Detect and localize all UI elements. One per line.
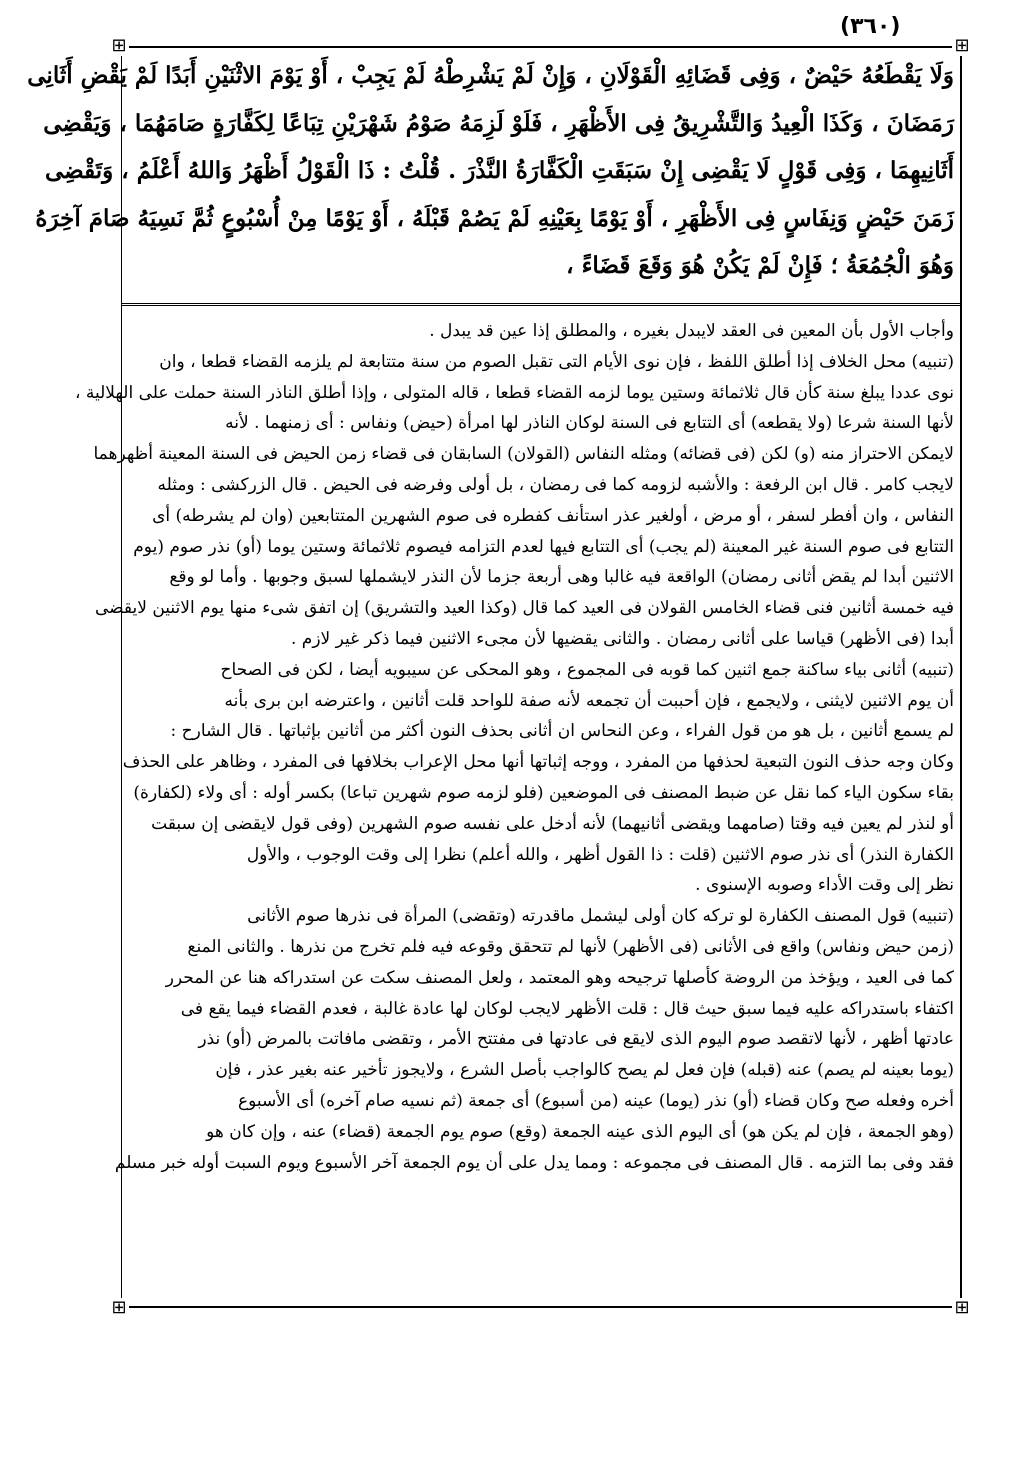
sharh-line: أن يوم الاثنين لايثنى ، ولايجمع ، فإن أحببت أن تجمعه لأنه صفة للواحد قلت أثانين ، واعترضه ابن برى بأنه (224, 690, 954, 711)
sharh-line: لايمكن الاحتراز منه (و) لكن (فى قضائه) ومثله النفاس (القولان) السابقان فى قضاء زمن الحيض فى السنة المعينة أظهرهما (93, 444, 954, 465)
matn-text-block (27, 52, 954, 300)
corner-ornament-icon: ⊞ (952, 36, 972, 56)
sharh-line: (وهو الجمعة ، فإن لم يكن هو) أى اليوم الذى عينه الجمعة (وقع) صوم يوم الجمعة (قضاء) عنه ، وإن كان هو (206, 1121, 954, 1142)
sharh-line: أخره وفعله صح وكان قضاء (أو) نذر (يوما) عينه (من أسبوع) أى جمعة (ثم نسيه صام آخره) أى الأسبوع (237, 1090, 954, 1111)
corner-ornament-icon: ⊞ (109, 1298, 129, 1318)
sharh-line: أبدا (فى الأظهر) قياسا على أثانى رمضان . والثانى يقضيها لأن مجىء الاثنين فيما ذكر غير لازم . (290, 628, 954, 649)
sharh-line: التتابع فى صوم السنة غير المعينة (لم يجب) أى التتابع فيها لعدم التزامه فيصوم ثلاثمائة وستين يوما (أو) نذر صوم (يوم (133, 536, 954, 557)
sharh-line: فيه خمسة أثانين فنى قضاء الخامس القولان فى العيد كما قال (وكذا العيد والتشريق) إن اتفق شىء منها يوم الاثنين لايقضى (95, 598, 954, 619)
sharh-line: (تنبيه) محل الخلاف إذا أطلق اللفظ ، فإن نوى الأيام التى تقبل الصوم من سنة متتابعة لم يلزمه القضاء قطعا ، وان (159, 351, 954, 372)
matn-line: زَمَنَ حَيْضٍ وَنِفَاسٍ فِى الأَظْهَرِ ، أَوْ يَوْمًا بِعَيْنِهِ لَمْ يَصُمْ قَبْلَهُ ، أَوْ يَوْمًا مِنْ أُسْبُوعٍ ثُمَّ نَسِيَهُ صَامَ آخِرَهُ (35, 204, 954, 232)
sharh-line: أو لنذر لم يعين فيه وقتا (صامهما ويقضى أثانيهما) لأنه أدخل على نفسه صوم الشهرين (وفى قول لايقضى إن سبقت (151, 813, 954, 834)
matn-line: أَثَانِيهِمَا ، وَفِى قَوْلٍ لَا يَقْضِى إِنْ سَبَقَتِ الْكَفَّارَةُ النَّذْرَ . قُلْتُ : ذَا الْقَوْلُ أَظْهَرُ وَاللهُ أَعْلَمُ ، وَتَقْضِى (45, 157, 954, 184)
sharh-line: (يوما بعينه لم يصم) عنه (قبله) فإن فعل لم يصح كالواجب بأصل الشرع ، ولايجوز تأخير عنه بغير عذر ، فإن (215, 1060, 954, 1081)
corner-ornament-icon: ⊞ (952, 1298, 972, 1318)
sharh-line: نظر إلى وقت الأداء وصوبه الإسنوى . (695, 875, 954, 896)
corner-ornament-icon: ⊞ (109, 36, 129, 56)
sharh-line: اكتفاء باستدراكه عليه فيما سبق حيث قال : قلت الأظهر لايجب لوكان لها عادة غالبة ، فعدم القضاء فيما يقع فى (180, 998, 954, 1019)
sharh-line: (تنبيه) قول المصنف الكفارة لو تركه كان أولى ليشمل ماقدرته (وتقضى) المرأة فى نذرها صوم الأثانى (247, 906, 954, 927)
sharh-line: فقد وفى بما التزمه . قال المصنف فى مجموعه : ومما يدل على أن يوم الجمعة آخر الأسبوع ويوم السبت أوله خبر مسلم (114, 1152, 954, 1173)
matn-line: رَمَضَانَ ، وَكَذَا الْعِيدُ وَالتَّشْرِيقُ فِى الأَظْهَرِ ، فَلَوْ لَزِمَهُ صَوْمُ شَهْرَيْنِ تِبَاعًا لِكَفَّارَةٍ صَامَهُمَا ، وَيَقْضِى (43, 109, 954, 137)
sharh-line: نوى عددا يبلغ سنة كأن قال ثلاثمائة وستين يوما لزمه القضاء قطعا ، قاله المتولى ، وإذا أطلق الناذر السنة حملت على الهلالية ، (74, 382, 954, 403)
page-number: (٣٦٠) (840, 14, 901, 39)
sharh-line: لايجب كامر . قال ابن الرفعة : والأشبه لزومه كما فى رمضان ، بل أولى وفرضه فى الحيض . قال الزركشى : ومثله (157, 474, 954, 495)
sharh-line: لأنها السنة شرعا (ولا يقطعه) أى التتابع فى السنة لوكان الناذر لها امرأة (حيض) ونفاس : أى زمنهما . لأنه (225, 413, 954, 434)
sharh-line: (تنبيه) أثانى بياء ساكنة جمع اثنين كما قوبه فى المجموع ، وهو المحكى عن سيبويه أيضا ، لكن فى الصحاح (220, 659, 954, 680)
sharh-line: كما فى العيد ، ويؤخذ من الروضة كأصلها ترجيحه وهو المعتمد ، ولعل المصنف سكت عن استدراكه هنا عن المحرر (165, 967, 954, 988)
sharh-line: وكان وجه حذف النون التبعية لحذفها من المفرد ، ووجه إثباتها أنها محل الإعراب بخلافها فى المفرد ، وظاهر على الحذف (122, 752, 954, 773)
sharh-line: النفاس ، وان أفطر لسفر ، أو مرض ، أولغير عذر استأنف كفطره فى صوم الشهرين المتتابعين (وان لم يشرطه) أى (152, 505, 954, 526)
sharh-commentary-block (74, 316, 954, 1302)
sharh-line: بقاء سكون الياء كما نقل عن ضبط المصنف فى الموضعين (فلو لزمه صوم شهرين تباعا) بكسر أوله : أى ولاء (لكفارة) (133, 782, 954, 803)
matn-line: وَهُوَ الْجُمُعَةُ ؛ فَإِنْ لَمْ يَكُنْ هُوَ وَقَعَ قَضَاءً ، (566, 252, 954, 279)
sharh-line: لم يسمع أثانين ، بل هو من قول الفراء ، وعن النحاس ان أثانى بحذف النون أكثر من أثانين بإثباتها . قال الشارح : (170, 721, 954, 742)
sharh-line: الاثنين أبدا لم يقض أثانى رمضان) الواقعة فيه غالبا وهى أربعة جزما لأن النذر لايشملها لسبق وجوبها . وأما لو وقع (169, 567, 954, 588)
sharh-line: عادتها أظهر ، لأنها لاتقصد صوم اليوم الذى لايقع فى عادتها فى مفتتح الأمر ، وتقضى مافاتت بالمرض (أو) نذر (198, 1029, 954, 1050)
sharh-line: الكفارة النذر) أى نذر صوم الاثنين (قلت : ذا القول أظهر ، والله أعلم) نظرا إلى وقت الوجوب ، والأول (246, 844, 954, 865)
sharh-line: وأجاب الأول بأن المعين فى العقد لايبدل بغيره ، والمطلق إذا عين قد يبدل . (429, 321, 954, 341)
matn-line: وَلَا يَقْطَعُهُ حَيْضٌ ، وَفِى قَضَائِهِ الْقَوْلَانِ ، وَإِنْ لَمْ يَشْرِطْهُ لَمْ يَجِبْ ، أَوْ يَوْمَ الاثْنَيْنِ أَبَدًا لَمْ يَقْضِ أَثَانِى (27, 62, 954, 89)
sharh-line: (زمن حيض ونفاس) واقع فى الأثانى (فى الأظهر) لأنها لم تتحقق وقوعه فيه فلم تخرج من نذرها . والثانى المنع (187, 936, 954, 957)
matn-sharh-separator (121, 303, 962, 306)
